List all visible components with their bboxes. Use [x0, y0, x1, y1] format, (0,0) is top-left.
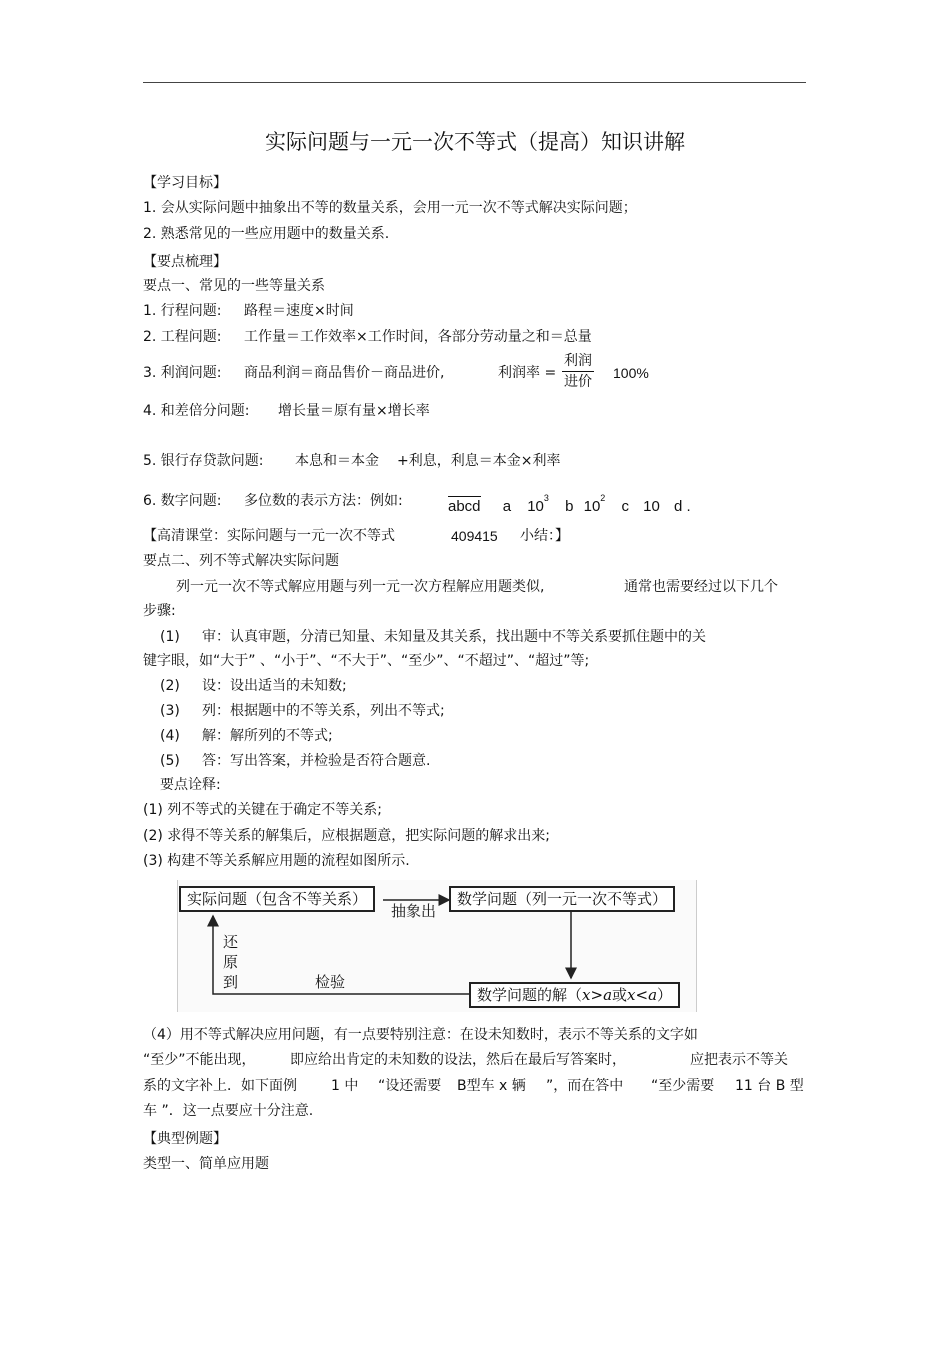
rel6-c: c [621, 498, 629, 515]
flow-box3-x2: x [627, 986, 636, 1004]
note4-line3b: 1 中 [331, 1078, 359, 1094]
rel3-fraction [562, 351, 594, 392]
flow-box3-x1: x [582, 986, 591, 1004]
note4-line2a: “至少”不能出现， [143, 1052, 256, 1068]
rel5-label: 5. 银行存贷款问题: [143, 453, 264, 469]
flow-box3-gt: > [590, 986, 604, 1004]
rel6-exp2: 2 [600, 493, 606, 503]
points-heading: 【要点梳理】 [143, 254, 227, 270]
flow-box3-a1: a [603, 986, 613, 1004]
flow-box-real-problem: 实际问题（包含不等关系） [179, 886, 375, 912]
step2-num: (2) [160, 678, 180, 694]
notes-title: 要点诠释: [160, 777, 221, 793]
rel3-fraction-den: 进价 [564, 374, 592, 390]
step3-text: 列：根据题中的不等关系，列出不等式; [202, 703, 445, 719]
flow-box3-a2: a [648, 986, 658, 1004]
rel5-text-a: 本息和＝本金 [295, 453, 379, 469]
note4-line3e: ”，而在答中 [546, 1078, 624, 1094]
rel6-10c: 10 [643, 498, 660, 515]
rel6-d: d . [674, 498, 691, 515]
rel3-percent: 100% [613, 365, 649, 381]
flow-box3-or: 或 [612, 986, 628, 1004]
step4-num: (4) [160, 728, 180, 744]
rel4-text: 增长量＝原有量×增长率 [278, 403, 430, 419]
flow-box-math-problem: 数学问题（列一元一次不等式） [449, 886, 675, 912]
flow-box3-prefix: 数学问题的解（ [477, 986, 583, 1004]
intro-text-c: 步骤: [143, 603, 176, 619]
rel3-label: 3. 利润问题: [143, 365, 222, 381]
rel6-exp3: 3 [543, 493, 549, 503]
rel5-text-b: +利息，利息＝本金×利率 [397, 453, 561, 469]
rel6-text: 多位数的表示方法：例如: [244, 493, 403, 509]
point2-title: 要点二、列不等式解决实际问题 [143, 553, 339, 569]
step1-cont: 键字眼，如“大于” 、“小于”、“不大于”、“至少”、“不超过”、“超过”等; [143, 653, 590, 669]
rel3-text: 商品利润＝商品售价－商品进价, [244, 365, 445, 381]
flow-label-abstract: 抽象出 [391, 902, 437, 920]
note4-line3c: “设还需要 [378, 1078, 442, 1094]
rel1-label: 1. 行程问题: [143, 303, 222, 319]
rel1-text: 路程＝速度×时间 [244, 303, 354, 319]
step1-num: (1) [160, 629, 180, 645]
note-1: (1) 列不等式的关键在于确定不等关系; [143, 802, 382, 818]
rel6-10a: 10 [527, 498, 544, 515]
note4-line3f: “至少需要 [651, 1078, 715, 1094]
note4-line4: 车 ”．这一点要应十分注意. [143, 1103, 314, 1119]
rel6-abcd: abcd [448, 498, 481, 515]
rel2-text: 工作量＝工作效率×工作时间，各部分劳动量之和＝总量 [244, 329, 592, 345]
page-title: 实际问题与一元一次不等式（提高）知识讲解 [265, 130, 685, 154]
step5-num: (5) [160, 753, 180, 769]
rel3-fraction-num: 利润 [562, 351, 594, 372]
note4-line2c: 应把表示不等关 [690, 1052, 788, 1068]
step5-text: 答：写出答案，并检验是否符合题意. [202, 753, 431, 769]
rel4-label: 4. 和差倍分问题: [143, 403, 250, 419]
header-rule [143, 82, 806, 83]
objective-1: 1. 会从实际问题中抽象出不等的数量关系，会用一元一次不等式解决实际问题； [143, 200, 637, 216]
note4-line3g: 11 台 B 型 [735, 1078, 804, 1094]
classroom-note-a: 【高清课堂：实际问题与一元一次不等式 [143, 528, 395, 544]
note-2: (2) 求得不等关系的解集后，应根据题意，把实际问题的解求出来; [143, 828, 550, 844]
note-3: (3) 构建不等关系解应用题的流程如图所示. [143, 853, 410, 869]
note4-line1: （4）用不等式解决应用问题，有一点要特别注意：在设未知数时，表示不等关系的文字如 [143, 1027, 698, 1043]
flow-box3-end: ） [657, 986, 673, 1004]
rel6-10b: 10 [583, 498, 601, 515]
step2-text: 设：设出适当的未知数; [202, 678, 347, 694]
step4-text: 解：解所列的不等式; [202, 728, 333, 744]
intro-text-b: 通常也需要经过以下几个 [624, 579, 778, 595]
intro-text-a: 列一元一次不等式解应用题与列一元一次方程解应用题类似, [176, 579, 545, 595]
rel6-b: b [565, 498, 574, 515]
rel6-formula [448, 493, 691, 516]
rel2-label: 2. 工程问题: [143, 329, 222, 345]
step1-text: 审：认真审题，分清已知量、未知量及其关系，找出题中不等关系要抓住题中的关 [202, 629, 706, 645]
examples-type1: 类型一、简单应用题 [143, 1156, 269, 1172]
examples-heading: 【典型例题】 [143, 1131, 227, 1147]
flow-box-math-solution [469, 982, 680, 1008]
note4-line3d: B型车 x 辆 [457, 1078, 526, 1094]
flow-diagram [177, 880, 695, 1012]
flow-label-check: 检验 [315, 973, 346, 991]
classroom-note-c: 小结：】 [520, 528, 569, 544]
flow-label-restore: 还原到 [223, 933, 239, 991]
point1-title: 要点一、常见的一些等量关系 [143, 278, 325, 294]
flow-box3-lt: < [635, 986, 649, 1004]
rel6-label: 6. 数字问题: [143, 493, 222, 509]
rel6-a: a [502, 498, 512, 515]
classroom-note-id: 409415 [451, 528, 498, 544]
objectives-heading: 【学习目标】 [143, 175, 227, 191]
note4-line2b: 即应给出肯定的未知数的设法，然后在最后写答案时， [290, 1052, 626, 1068]
note4-line3a: 系的文字补上．如下面例 [143, 1078, 297, 1094]
rel3-rate-label: 利润率 = [498, 365, 557, 381]
step3-num: (3) [160, 703, 180, 719]
objective-2: 2. 熟悉常见的一些应用题中的数量关系. [143, 226, 390, 242]
